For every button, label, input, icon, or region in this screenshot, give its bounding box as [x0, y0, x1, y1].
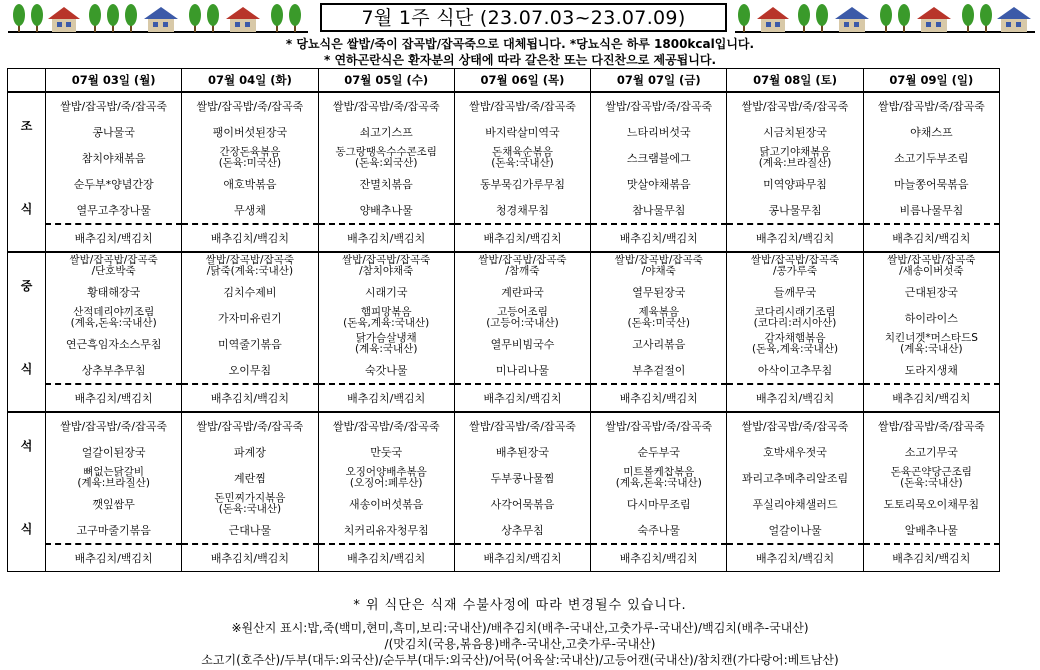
- menu-item: 얼갈이나물: [727, 517, 863, 544]
- menu-item: 야채스프: [863, 119, 999, 145]
- menu-item: 김치수제비: [182, 279, 318, 305]
- tree-icon: [31, 4, 43, 32]
- day-header: 07월 03일 (월): [46, 69, 182, 93]
- corner-cell: [8, 69, 46, 93]
- house-icon: [997, 7, 1031, 32]
- menu-item: 계란파국: [454, 279, 590, 305]
- tree-icon: [898, 4, 910, 32]
- menu-item: 다시마무조림: [591, 491, 727, 517]
- menu-item: 숙갓나물: [318, 357, 454, 384]
- origin-line: /(맛김치(국용,볶음용)배추-국내산,고춧가루-국내산): [384, 637, 656, 651]
- meal-label-top: 석: [20, 439, 33, 453]
- lunch-row: [8, 331, 1000, 357]
- menu-item: 쌀밥/잡곡밥/잡곡죽 /참치야채죽: [318, 252, 454, 279]
- menu-item: 배추김치/백김치: [318, 224, 454, 252]
- menu-item: 배추김치/백김치: [454, 544, 590, 572]
- menu-item: 소고기무국: [863, 439, 999, 465]
- tree-icon: [816, 4, 828, 32]
- menu-item: 도토리묵오이채무침: [863, 491, 999, 517]
- lunch-row: [8, 384, 1000, 412]
- menu-item: 참나물무침: [591, 197, 727, 224]
- menu-item: 호박새우젓국: [727, 439, 863, 465]
- day-header: 07월 07일 (금): [591, 69, 727, 93]
- menu-item: 근대된장국: [863, 279, 999, 305]
- menu-item: 쌀밥/잡곡밥/죽/잡곡죽: [454, 92, 590, 119]
- menu-item: 제육볶음 (돈육:미국산): [591, 305, 727, 331]
- menu-item: 순두부국: [591, 439, 727, 465]
- menu-item: 동부묵김가루무침: [454, 171, 590, 197]
- day-header: 07월 08일 (토): [727, 69, 863, 93]
- menu-item: 고사리볶음: [591, 331, 727, 357]
- menu-item: 동그랑땡옥수수콘조림 (돈육:외국산): [318, 145, 454, 171]
- menu-item: 콩나물무침: [727, 197, 863, 224]
- meal-label-top: 조: [20, 119, 33, 133]
- menu-item: 쌀밥/잡곡밥/잡곡죽 /새송이버섯죽: [863, 252, 999, 279]
- house-icon: [835, 7, 869, 32]
- meal-label-bottom: 식: [20, 522, 33, 536]
- menu-item: 맛살야채볶음: [591, 171, 727, 197]
- menu-item: 푸실리야채샐러드: [727, 491, 863, 517]
- menu-item: 들깨무국: [727, 279, 863, 305]
- menu-item: 배추김치/백김치: [727, 384, 863, 412]
- lunch-row: [8, 357, 1000, 384]
- breakfast-row: [8, 92, 1000, 119]
- menu-item: 알배추나물: [863, 517, 999, 544]
- menu-item: 상추부추무침: [46, 357, 182, 384]
- meal-label-top: 중: [20, 279, 33, 293]
- menu-item: 순두부*양념간장: [46, 171, 182, 197]
- menu-item: 쌀밥/잡곡밥/죽/잡곡죽: [454, 412, 590, 439]
- menu-item: 시래기국: [318, 279, 454, 305]
- menu-item: 배추김치/백김치: [182, 224, 318, 252]
- menu-item: 꽈리고추메추리알조림: [727, 465, 863, 491]
- menu-item: 닭가슴살냉채 (계육:국내산): [318, 331, 454, 357]
- menu-item: 배추김치/백김치: [318, 544, 454, 572]
- day-header: 07월 04일 (화): [182, 69, 318, 93]
- menu-body: [8, 92, 1000, 572]
- day-header-row: [8, 69, 1000, 93]
- village-decoration-right: [735, 2, 1035, 34]
- menu-item: 미역줄기볶음: [182, 331, 318, 357]
- notice-diabetic: * 당뇨식은 쌀밥/죽이 잡곡밥/잡곡죽으로 대체됩니다. *당뇨식은 하루 1800kcal입니다.: [285, 37, 755, 51]
- menu-item: 쌀밥/잡곡밥/죽/잡곡죽: [182, 92, 318, 119]
- change-notice: * 위 식단은 식재 수불사정에 따라 변경될수 있습니다.: [353, 598, 687, 613]
- meal-label-bottom: 식: [20, 362, 33, 376]
- tree-icon: [89, 4, 101, 32]
- menu-item: 감자채햄볶음 (돈육,계육:국내산): [727, 331, 863, 357]
- breakfast-row: [8, 145, 1000, 171]
- menu-item: 돈민찌가지볶음 (돈육:국내산): [182, 491, 318, 517]
- menu-item: 바지락살미역국: [454, 119, 590, 145]
- menu-item: 미트볼케찹볶음 (계육,돈육:국내산): [591, 465, 727, 491]
- menu-title: 7월 1주 식단 (23.07.03~23.07.09): [320, 3, 727, 32]
- menu-item: 쌀밥/잡곡밥/죽/잡곡죽: [591, 92, 727, 119]
- menu-item: 사각어묵볶음: [454, 491, 590, 517]
- house-icon: [48, 7, 80, 32]
- menu-item: 계란찜: [182, 465, 318, 491]
- menu-item: 배추김치/백김치: [454, 384, 590, 412]
- menu-item: 쌀밥/잡곡밥/죽/잡곡죽: [727, 412, 863, 439]
- house-icon: [144, 7, 178, 32]
- menu-item: 쇠고기스프: [318, 119, 454, 145]
- menu-item: 참치야채볶음: [46, 145, 182, 171]
- menu-item: 비름나물무침: [863, 197, 999, 224]
- menu-item: 배추된장국: [454, 439, 590, 465]
- menu-item: 뼈없는닭갈비 (계육:브라질산): [46, 465, 182, 491]
- tree-icon: [207, 4, 219, 32]
- menu-item: 쌀밥/잡곡밥/죽/잡곡죽: [46, 92, 182, 119]
- menu-item: 배추김치/백김치: [863, 384, 999, 412]
- menu-item: 느타리버섯국: [591, 119, 727, 145]
- house-icon: [757, 7, 789, 32]
- dinner-row: [8, 517, 1000, 544]
- menu-item: 무생채: [182, 197, 318, 224]
- menu-item: 배추김치/백김치: [182, 544, 318, 572]
- menu-item: 햄피망볶음 (돈육,계육:국내산): [318, 305, 454, 331]
- menu-item: 쌀밥/잡곡밥/죽/잡곡죽: [182, 412, 318, 439]
- day-header: 07월 09일 (일): [863, 69, 999, 93]
- tree-icon: [125, 4, 137, 32]
- tree-icon: [189, 4, 201, 32]
- menu-item: 닭고기야채볶음 (계육:브라질산): [727, 145, 863, 171]
- menu-item: 배추김치/백김치: [46, 384, 182, 412]
- menu-item: 열무비빔국수: [454, 331, 590, 357]
- menu-item: 청경채무침: [454, 197, 590, 224]
- menu-item: 근대나물: [182, 517, 318, 544]
- menu-item: 배추김치/백김치: [591, 384, 727, 412]
- tree-icon: [880, 4, 892, 32]
- menu-item: 쌀밥/잡곡밥/잡곡죽 /닭죽(계육:국내산): [182, 252, 318, 279]
- tree-icon: [289, 4, 301, 32]
- menu-item: 오징어양배추볶음 (오징어:페루산): [318, 465, 454, 491]
- dinner-row: [8, 412, 1000, 439]
- day-header: 07월 05일 (수): [318, 69, 454, 93]
- lunch-row: [8, 252, 1000, 279]
- breakfast-row: [8, 171, 1000, 197]
- menu-item: 치커리유자청무침: [318, 517, 454, 544]
- menu-item: 만둣국: [318, 439, 454, 465]
- meal-label-bottom: 식: [20, 202, 33, 216]
- tree-icon: [980, 4, 992, 32]
- menu-item: 고등어조림 (고등어:국내산): [454, 305, 590, 331]
- menu-item: 콩나물국: [46, 119, 182, 145]
- menu-item: 배추김치/백김치: [46, 544, 182, 572]
- dinner-row: [8, 491, 1000, 517]
- tree-icon: [107, 4, 119, 32]
- menu-item: 부추겉절이: [591, 357, 727, 384]
- menu-item: 상추무침: [454, 517, 590, 544]
- menu-item: 배추김치/백김치: [591, 224, 727, 252]
- tree-icon: [13, 4, 25, 32]
- notice-dysphagia: * 연하곤란식은 환자분의 상태에 따라 갈은찬 또는 다진찬으로 제공됩니다.: [323, 53, 717, 67]
- origin-line: 소고기(호주산)/두부(대두:외국산)/순두부(대두:외국산)/어묵(어육살:국내산)/고등어캔(국내산)/참치캔(가다랑어:베트남산): [201, 653, 839, 667]
- tree-icon: [798, 4, 810, 32]
- menu-item: 양배추나물: [318, 197, 454, 224]
- menu-item: 도라지생채: [863, 357, 999, 384]
- lunch-label: [8, 252, 46, 412]
- menu-item: 스크램블에그: [591, 145, 727, 171]
- menu-item: 미역양파무침: [727, 171, 863, 197]
- menu-item: 팽이버섯된장국: [182, 119, 318, 145]
- menu-item: 배추김치/백김치: [863, 544, 999, 572]
- menu-item: 파계장: [182, 439, 318, 465]
- menu-item: 배추김치/백김치: [591, 544, 727, 572]
- day-header: 07월 06일 (목): [454, 69, 590, 93]
- menu-item: 쌀밥/잡곡밥/잡곡죽 /콩가루죽: [727, 252, 863, 279]
- dinner-label: [8, 412, 46, 572]
- menu-item: 배추김치/백김치: [182, 384, 318, 412]
- menu-item: 배추김치/백김치: [727, 224, 863, 252]
- menu-item: 쌀밥/잡곡밥/죽/잡곡죽: [727, 92, 863, 119]
- breakfast-row: [8, 224, 1000, 252]
- menu-item: 마늘쫑어묵볶음: [863, 171, 999, 197]
- dinner-row: [8, 544, 1000, 572]
- village-decoration-left: [8, 2, 308, 34]
- weekly-menu-table: [7, 68, 1000, 572]
- menu-item: 돈채육순볶음 (돈육:국내산): [454, 145, 590, 171]
- menu-item: 소고기두부조림: [863, 145, 999, 171]
- menu-item: 애호박볶음: [182, 171, 318, 197]
- lunch-row: [8, 279, 1000, 305]
- menu-item: 고구마줄기볶음: [46, 517, 182, 544]
- menu-item: 쌀밥/잡곡밥/잡곡죽 /단호박죽: [46, 252, 182, 279]
- menu-item: 오이무침: [182, 357, 318, 384]
- menu-item: 깻잎쌈무: [46, 491, 182, 517]
- dinner-row: [8, 465, 1000, 491]
- menu-item: 하이라이스: [863, 305, 999, 331]
- menu-item: 쌀밥/잡곡밥/죽/잡곡죽: [591, 412, 727, 439]
- breakfast-row: [8, 119, 1000, 145]
- menu-item: 가자미유린기: [182, 305, 318, 331]
- menu-item: 새송이버섯볶음: [318, 491, 454, 517]
- menu-item: 배추김치/백김치: [318, 384, 454, 412]
- menu-item: 잔멸치볶음: [318, 171, 454, 197]
- tree-icon: [271, 4, 283, 32]
- house-icon: [917, 7, 951, 32]
- menu-item: 쌀밥/잡곡밥/죽/잡곡죽: [318, 92, 454, 119]
- menu-item: 황태해장국: [46, 279, 182, 305]
- menu-item: 아삭이고추무침: [727, 357, 863, 384]
- menu-item: 쌀밥/잡곡밥/잡곡죽 /참깨죽: [454, 252, 590, 279]
- breakfast-label: [8, 92, 46, 252]
- origin-line: ※원산지 표시:밥,죽(백미,현미,흑미,보리:국내산)/배추김치(배추-국내산,고춧가루-국내산)/백김치(배추-국내산): [231, 621, 809, 635]
- menu-item: 쌀밥/잡곡밥/잡곡죽 /야채죽: [591, 252, 727, 279]
- menu-item: 간장돈육볶음 (돈육:미국산): [182, 145, 318, 171]
- menu-item: 코다리시래기조림 (코다리:러시아산): [727, 305, 863, 331]
- menu-item: 치킨너겟*머스타드S (계육:국내산): [863, 331, 999, 357]
- breakfast-row: [8, 197, 1000, 224]
- tree-icon: [738, 4, 750, 32]
- menu-item: 산적데리야끼조림 (계육,돈육:국내산): [46, 305, 182, 331]
- menu-item: 열무된장국: [591, 279, 727, 305]
- menu-item: 두부콩나물찜: [454, 465, 590, 491]
- menu-item: 시금치된장국: [727, 119, 863, 145]
- lunch-row: [8, 305, 1000, 331]
- menu-item: 쌀밥/잡곡밥/죽/잡곡죽: [46, 412, 182, 439]
- menu-item: 돈육곤약당근조림 (돈육:국내산): [863, 465, 999, 491]
- menu-item: 배추김치/백김치: [863, 224, 999, 252]
- menu-item: 배추김치/백김치: [46, 224, 182, 252]
- house-icon: [226, 7, 260, 32]
- menu-item: 얼갈이된장국: [46, 439, 182, 465]
- menu-item: 연근흑임자소스무침: [46, 331, 182, 357]
- dinner-row: [8, 439, 1000, 465]
- menu-item: 배추김치/백김치: [727, 544, 863, 572]
- menu-item: 미나리나물: [454, 357, 590, 384]
- menu-item: 배추김치/백김치: [454, 224, 590, 252]
- menu-item: 숙주나물: [591, 517, 727, 544]
- menu-item: 쌀밥/잡곡밥/죽/잡곡죽: [863, 412, 999, 439]
- tree-icon: [962, 4, 974, 32]
- menu-item: 쌀밥/잡곡밥/죽/잡곡죽: [863, 92, 999, 119]
- menu-item: 열무고추장나물: [46, 197, 182, 224]
- menu-item: 쌀밥/잡곡밥/죽/잡곡죽: [318, 412, 454, 439]
